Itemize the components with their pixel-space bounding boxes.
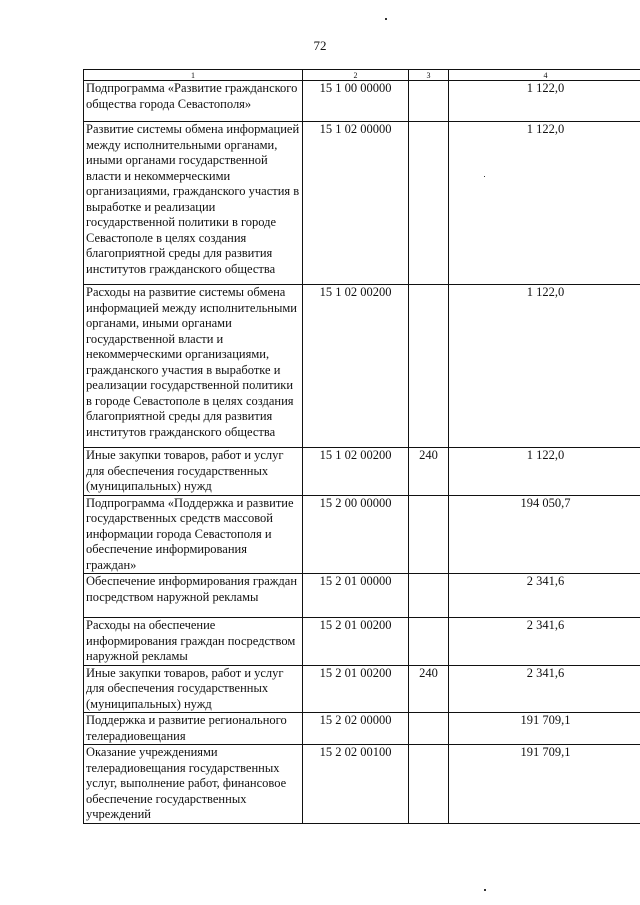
table-row xyxy=(84,81,640,122)
row-name: Иные закупки товаров, работ и услуг для обеспечения государственных (муниципальных) нужд xyxy=(84,448,303,496)
row-expense-type xyxy=(409,81,449,122)
row-amount: 1 122,0 xyxy=(449,448,640,496)
row-code: 15 2 02 00100 xyxy=(303,745,409,824)
row-expense-type: 240 xyxy=(409,448,449,496)
row-amount: 191 709,1 xyxy=(449,713,640,745)
header-col-4: 4 xyxy=(449,70,640,81)
header-col-1: 1 xyxy=(84,70,303,81)
row-code: 15 2 00 00000 xyxy=(303,495,409,574)
row-code: 15 2 01 00000 xyxy=(303,574,409,618)
budget-table xyxy=(83,69,640,824)
row-expense-type xyxy=(409,285,449,448)
row-amount: 2 341,6 xyxy=(449,618,640,666)
table-row xyxy=(84,495,640,574)
table-row xyxy=(84,713,640,745)
table-row xyxy=(84,745,640,824)
row-expense-type xyxy=(409,122,449,285)
header-col-2: 2 xyxy=(303,70,409,81)
table-row xyxy=(84,285,640,448)
table-row xyxy=(84,574,640,618)
row-code: 15 1 02 00200 xyxy=(303,285,409,448)
row-code: 15 2 02 00000 xyxy=(303,713,409,745)
row-name: Подпрограмма «Поддержка и развитие государственных средств массовой информации города Севастополя и обеспечение информирования граждан» xyxy=(84,495,303,574)
row-amount: 194 050,7 xyxy=(449,495,640,574)
row-expense-type xyxy=(409,574,449,618)
row-name: Подпрограмма «Развитие гражданского общества города Севастополя» xyxy=(84,81,303,122)
scan-speck xyxy=(385,18,387,20)
table-row xyxy=(84,618,640,666)
scan-speck xyxy=(484,889,486,891)
row-name: Расходы на развитие системы обмена информацией между исполнительными органами, иными органами государственной власти и некоммерческими организациями, гражданского участия в выработке и реализации государственной политики в городе Севастополе в целях создания благоприятной среды для развития институтов гражданского общества xyxy=(84,285,303,448)
table-header-row xyxy=(84,70,640,81)
row-code: 15 1 02 00000 xyxy=(303,122,409,285)
row-expense-type: 240 xyxy=(409,665,449,713)
row-amount: 2 341,6 xyxy=(449,574,640,618)
row-code: 15 1 02 00200 xyxy=(303,448,409,496)
row-name: Обеспечение информирования граждан посредством наружной рекламы xyxy=(84,574,303,618)
row-name: Оказание учреждениями телерадиовещания государственных услуг, выполнение работ, финансовое обеспечение государственных учреждений xyxy=(84,745,303,824)
row-amount: 1 122,0 xyxy=(449,285,640,448)
row-amount: 1 122,0 xyxy=(449,81,640,122)
table-row xyxy=(84,448,640,496)
row-name: Иные закупки товаров, работ и услуг для обеспечения государственных (муниципальных) нужд xyxy=(84,665,303,713)
row-code: 15 2 01 00200 xyxy=(303,665,409,713)
page-number: 72 xyxy=(313,38,327,53)
row-amount: 2 341,6 xyxy=(449,665,640,713)
row-expense-type xyxy=(409,495,449,574)
row-name: Поддержка и развитие регионального телерадиовещания xyxy=(84,713,303,745)
row-amount: 191 709,1 xyxy=(449,745,640,824)
row-expense-type xyxy=(409,713,449,745)
row-expense-type xyxy=(409,618,449,666)
header-col-3: 3 xyxy=(409,70,449,81)
row-code: 15 1 00 00000 xyxy=(303,81,409,122)
row-name: Развитие системы обмена информацией между исполнительными органами, иными органами государственной власти и некоммерческими организациями, гражданского участия в выработке и реализации государственной политики в городе Севастополе в целях создания благоприятной среды для развития институтов гражданского общества xyxy=(84,122,303,285)
table-row xyxy=(84,122,640,285)
row-expense-type xyxy=(409,745,449,824)
row-amount: 1 122,0 xyxy=(449,122,640,285)
scan-speck xyxy=(484,176,485,177)
row-code: 15 2 01 00200 xyxy=(303,618,409,666)
table-row xyxy=(84,665,640,713)
row-name: Расходы на обеспечение информирования граждан посредством наружной рекламы xyxy=(84,618,303,666)
